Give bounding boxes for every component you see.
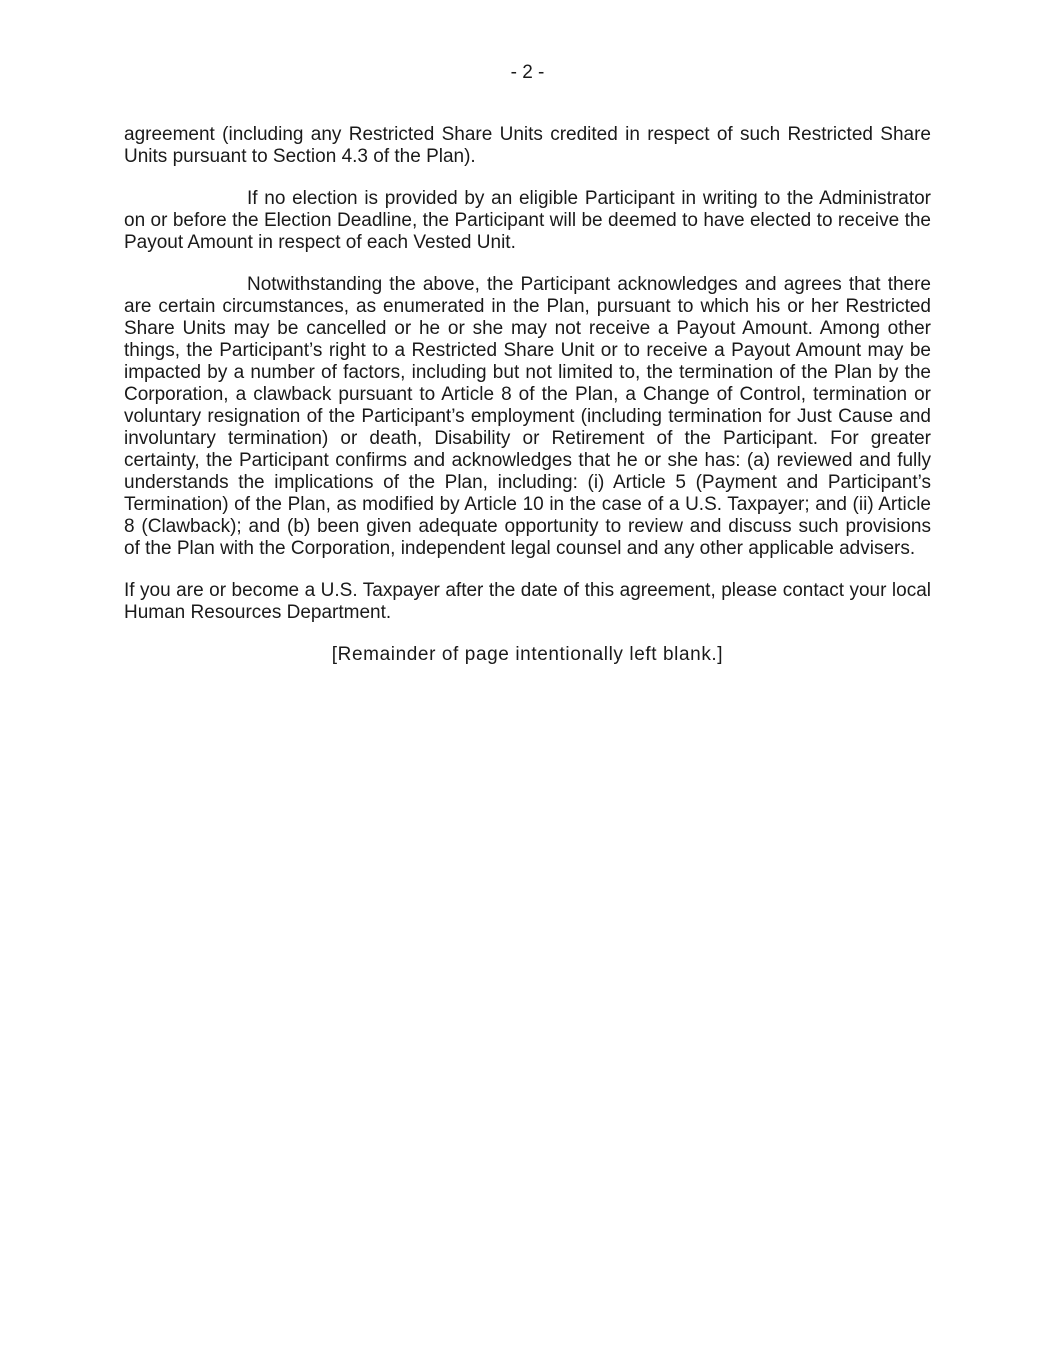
remainder-of-page-notice: [Remainder of page intentionally left blank.] bbox=[331, 644, 724, 665]
paragraph-agreement-units: agreement (including any Restricted Share Units credited in respect of such Restricted Share Units pursuant to Section 4.3 of the Plan). bbox=[124, 124, 931, 167]
page-content bbox=[124, 124, 931, 666]
paragraph-notwithstanding: Notwithstanding the above, the Participant acknowledges and agrees that there are certain circumstances, as enumerated in the Plan, pursuant to which his or her Restricted Share Units may be cancelled or he or she may not receive a Payout Amount. Among other things, the Participant’s right to a Restricted Share Unit or to receive a Payout Amount may be impacted by a number of factors, including but not limited to, the termination of the Plan by the Corporation, a clawback pursuant to Article 8 of the Plan, a Change of Control, termination or voluntary resignation of the Participant’s employment (including termination for Just Cause and involuntary termination) or death, Disability or Retirement of the Participant. For greater certainty, the Participant confirms and acknowledges that he or she has: (a) reviewed and fully understands the implications of the Plan, including: (i) Article 5 (Payment and Participant’s Termination) of the Plan, as modified by Article 10 in the case of a U.S. Taxpayer; and (ii) Article 8 (Clawback); and (b) been given adequate opportunity to review and discuss such provisions of the Plan with the Corporation, independent legal counsel and any other applicable advisers. bbox=[124, 274, 931, 559]
paragraph-no-election: If no election is provided by an eligible Participant in writing to the Administrator on or before the Election Deadline, the Participant will be deemed to have elected to receive the Payout Amount in respect of each Vested Unit. bbox=[124, 188, 931, 253]
page-number: - 2 - bbox=[510, 62, 545, 83]
paragraph-us-taxpayer: If you are or become a U.S. Taxpayer after the date of this agreement, please contact your local Human Resources Department. bbox=[124, 580, 931, 623]
